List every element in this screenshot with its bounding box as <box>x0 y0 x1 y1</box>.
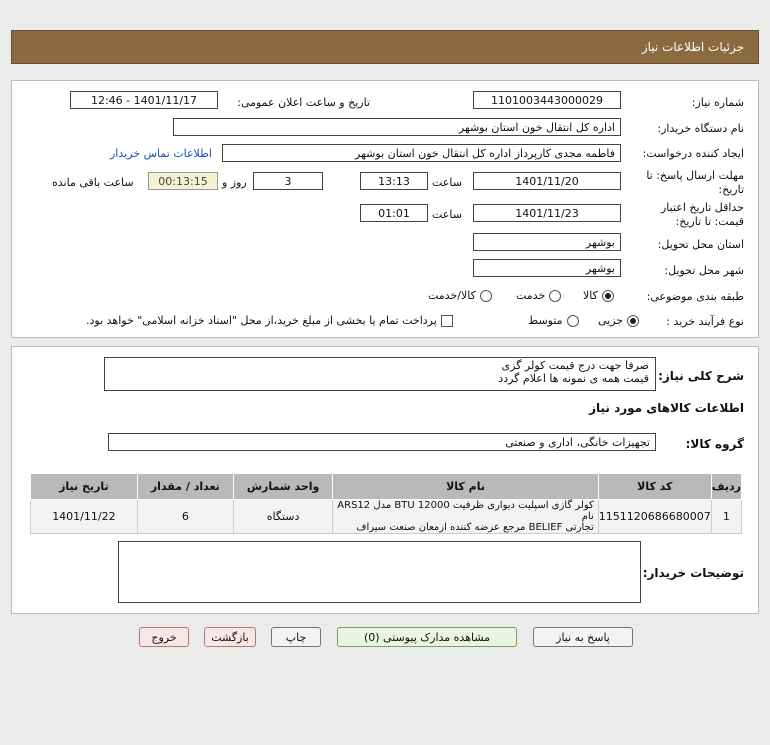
cell-name-line-2: تجارتی BELIEF مرجع عرضه کننده ازمعان صنعت سیراف <box>356 522 594 533</box>
city-label: شهر محل تحویل: <box>664 264 744 277</box>
buyer-notes-label: توضیحات خریدار: <box>642 566 744 580</box>
category-service-label: خدمت <box>516 289 546 302</box>
announce-field: 1401/11/17 - 12:46 <box>70 91 218 109</box>
category-option-service[interactable] <box>516 289 561 302</box>
reply-deadline-label: مهلت ارسال پاسخ: تا <box>646 169 744 182</box>
process-minor-radio[interactable] <box>627 315 639 327</box>
remaining-time-field: 00:13:15 <box>148 172 218 190</box>
goods-section-title: اطلاعات کالاهای مورد نیاز <box>589 401 744 415</box>
treasury-payment-option[interactable] <box>86 314 453 327</box>
province-field: بوشهر <box>473 233 621 251</box>
print-button[interactable]: چاپ <box>271 627 321 647</box>
reply-button[interactable]: پاسخ به نیاز <box>533 627 633 647</box>
province-label: استان محل تحویل: <box>657 238 744 251</box>
cell-name <box>333 500 598 534</box>
need-number-field: 1101003443000029 <box>473 91 621 109</box>
process-option-medium[interactable] <box>528 314 579 327</box>
cell-qty: 6 <box>137 500 233 534</box>
cell-code: 1151120686680007 <box>598 500 711 534</box>
reply-time-field: 13:13 <box>360 172 428 190</box>
goods-table-header <box>31 474 742 500</box>
price-validity-time-field: 01:01 <box>360 204 428 222</box>
price-validity-date-field: 1401/11/23 <box>473 204 621 222</box>
description-label: شرح کلی نیاز: <box>658 369 744 383</box>
category-service-radio[interactable] <box>549 290 561 302</box>
cell-unit: دستگاه <box>233 500 332 534</box>
description-line-1: صرفا جهت درج قیمت کولر گزی <box>501 359 649 372</box>
page-title: جزئیات اطلاعات نیاز <box>641 40 744 54</box>
city-field: بوشهر <box>473 259 621 277</box>
back-button[interactable]: بازگشت <box>204 627 256 647</box>
col-code: کد کالا <box>598 474 711 500</box>
cell-row: 1 <box>711 500 741 534</box>
process-minor-label: جزیی <box>598 314 624 327</box>
col-qty: تعداد / مقدار <box>137 474 233 500</box>
exit-button[interactable]: خروج <box>139 627 189 647</box>
category-goods-service-radio[interactable] <box>480 290 492 302</box>
col-name: نام کالا <box>333 474 598 500</box>
reply-time-label: ساعت <box>432 176 462 189</box>
category-goods-radio[interactable] <box>602 290 614 302</box>
announce-label: تاریخ و ساعت اعلان عمومی: <box>237 96 370 109</box>
col-row: ردیف <box>711 474 741 500</box>
col-unit: واحد شمارش <box>233 474 332 500</box>
attachments-button[interactable]: مشاهده مدارک پیوستی (0) <box>337 627 517 647</box>
goods-table <box>30 473 742 534</box>
requester-field: فاطمه مجدی کارپرداز اداره کل انتقال خون استان بوشهر <box>222 144 621 162</box>
price-validity-label-2: قیمت: تا تاریخ: <box>675 215 744 228</box>
reply-days-label: روز و <box>222 176 247 189</box>
need-number-label: شماره نیاز: <box>691 96 744 109</box>
process-medium-label: متوسط <box>528 314 563 327</box>
description-field <box>104 357 656 391</box>
cell-name-line-1: کولر گازی اسپلیت دیواری ظرفیت BTU 12000 مدل ARS12 نام <box>337 500 594 522</box>
process-option-minor[interactable] <box>598 314 639 327</box>
category-goods-label: کالا <box>583 289 598 302</box>
treasury-payment-note: پرداخت تمام یا بخشی از مبلغ خرید،از محل "اسناد خزانه اسلامی" خواهد بود. <box>86 314 437 327</box>
remaining-time-label: ساعت باقی مانده <box>52 176 134 189</box>
buyer-org-label: نام دستگاه خریدار: <box>657 122 744 135</box>
process-label: نوع فرآیند خرید : <box>666 315 744 328</box>
description-line-2: قیمت همه ی نمونه ها اعلام گردد <box>498 372 649 385</box>
category-label: طبقه بندی موضوعی: <box>646 290 744 303</box>
category-goods-service-label: کالا/خدمت <box>428 289 476 302</box>
buyer-contact-link[interactable]: اطلاعات تماس خریدار <box>110 147 212 160</box>
category-option-goods[interactable] <box>583 289 614 302</box>
buyer-notes-field <box>118 541 641 603</box>
goods-group-field: تجهیزات خانگی، اداری و صنعتی <box>108 433 656 451</box>
treasury-payment-checkbox[interactable] <box>441 315 453 327</box>
col-date: تاریخ نیاز <box>31 474 138 500</box>
price-validity-label: حداقل تاریخ اعتبار <box>660 201 744 214</box>
reply-days-field: 3 <box>253 172 323 190</box>
goods-group-label: گروه کالا: <box>685 437 744 451</box>
buyer-org-field: اداره کل انتقال خون استان بوشهر <box>173 118 621 136</box>
cell-date: 1401/11/22 <box>31 500 138 534</box>
category-option-goods-service[interactable] <box>428 289 492 302</box>
page-header <box>11 30 759 64</box>
reply-deadline-label-2: تاریخ: <box>718 183 744 196</box>
table-row <box>31 500 742 534</box>
process-medium-radio[interactable] <box>567 315 579 327</box>
requester-label: ایجاد کننده درخواست: <box>642 147 744 160</box>
price-validity-time-label: ساعت <box>432 208 462 221</box>
reply-date-field: 1401/11/20 <box>473 172 621 190</box>
